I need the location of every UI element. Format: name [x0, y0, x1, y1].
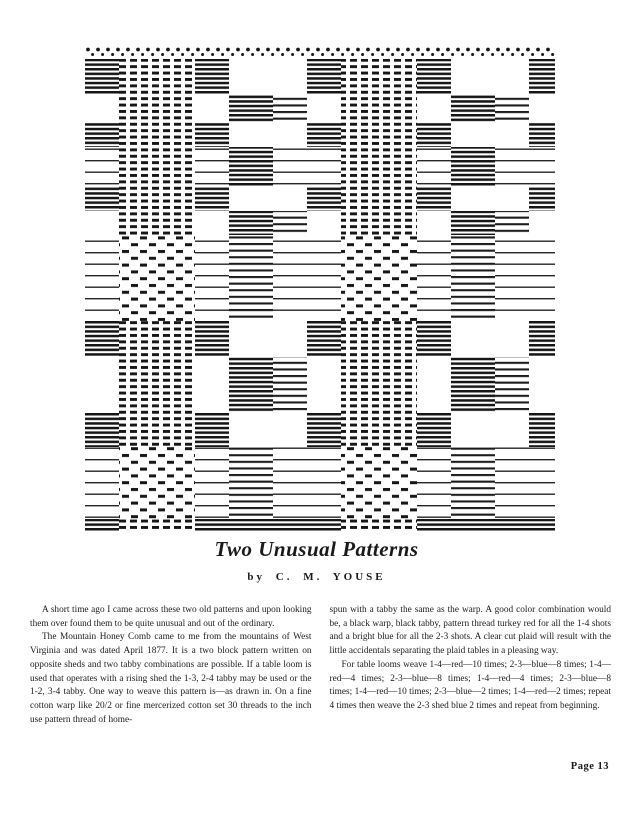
paragraph: A short time ago I came across these two old patterns and upon looking them over found them to be quite unusual and out of the ordinary.	[30, 605, 312, 629]
weave-cells	[85, 45, 555, 532]
paragraph: For table looms weave 1-4—red—10 times; 2-3—blue—8 times; 1-4—red—4 times; 2-3—blue—8 times; 1-4—red—4 times; 2-3—blue—8 times; 1-4—red—10 times; 2-3—blue—2 times; 1-4—red—2 times; repeat 4 times then weave the 2-3 shed blue 2 times and repeat from beginning.	[329, 659, 611, 711]
left-column	[30, 604, 312, 727]
article-body	[30, 604, 611, 727]
article-title: Two Unusual Patterns	[214, 537, 419, 561]
paragraph: The Mountain Honey Comb came to me from the mountains of West Virginia and was dated April 1877. It is a two block pattern written on opposite sheds and two tabby combinations are possible. If a table loom is used that operates with a rising shed the 1-3, 2-4 tabby may be used or the 1-2, 3-4 tabby. One way to weave this pattern is—as drawn in. On a fine cotton warp like 20/2 or fine mercerized cotton set 30 threads to the inch use pattern thread of home-	[30, 632, 312, 725]
weave-sample-photo	[85, 45, 555, 532]
weave-sample-svg	[85, 45, 555, 532]
page-number: Page 13	[570, 761, 609, 772]
paragraph: spun with a tabby the same as the warp. A good color combination would be, a black warp, black tabby, pattern thread turkey red for all the 1-4 shots and a bright blue for all the 2-3 shots. A clear cut plaid will result with the little accidentals separating the plaid tables in a pleasing way.	[329, 605, 611, 657]
article-byline: by C. M. YOUSE	[247, 571, 386, 583]
right-column	[330, 604, 612, 727]
